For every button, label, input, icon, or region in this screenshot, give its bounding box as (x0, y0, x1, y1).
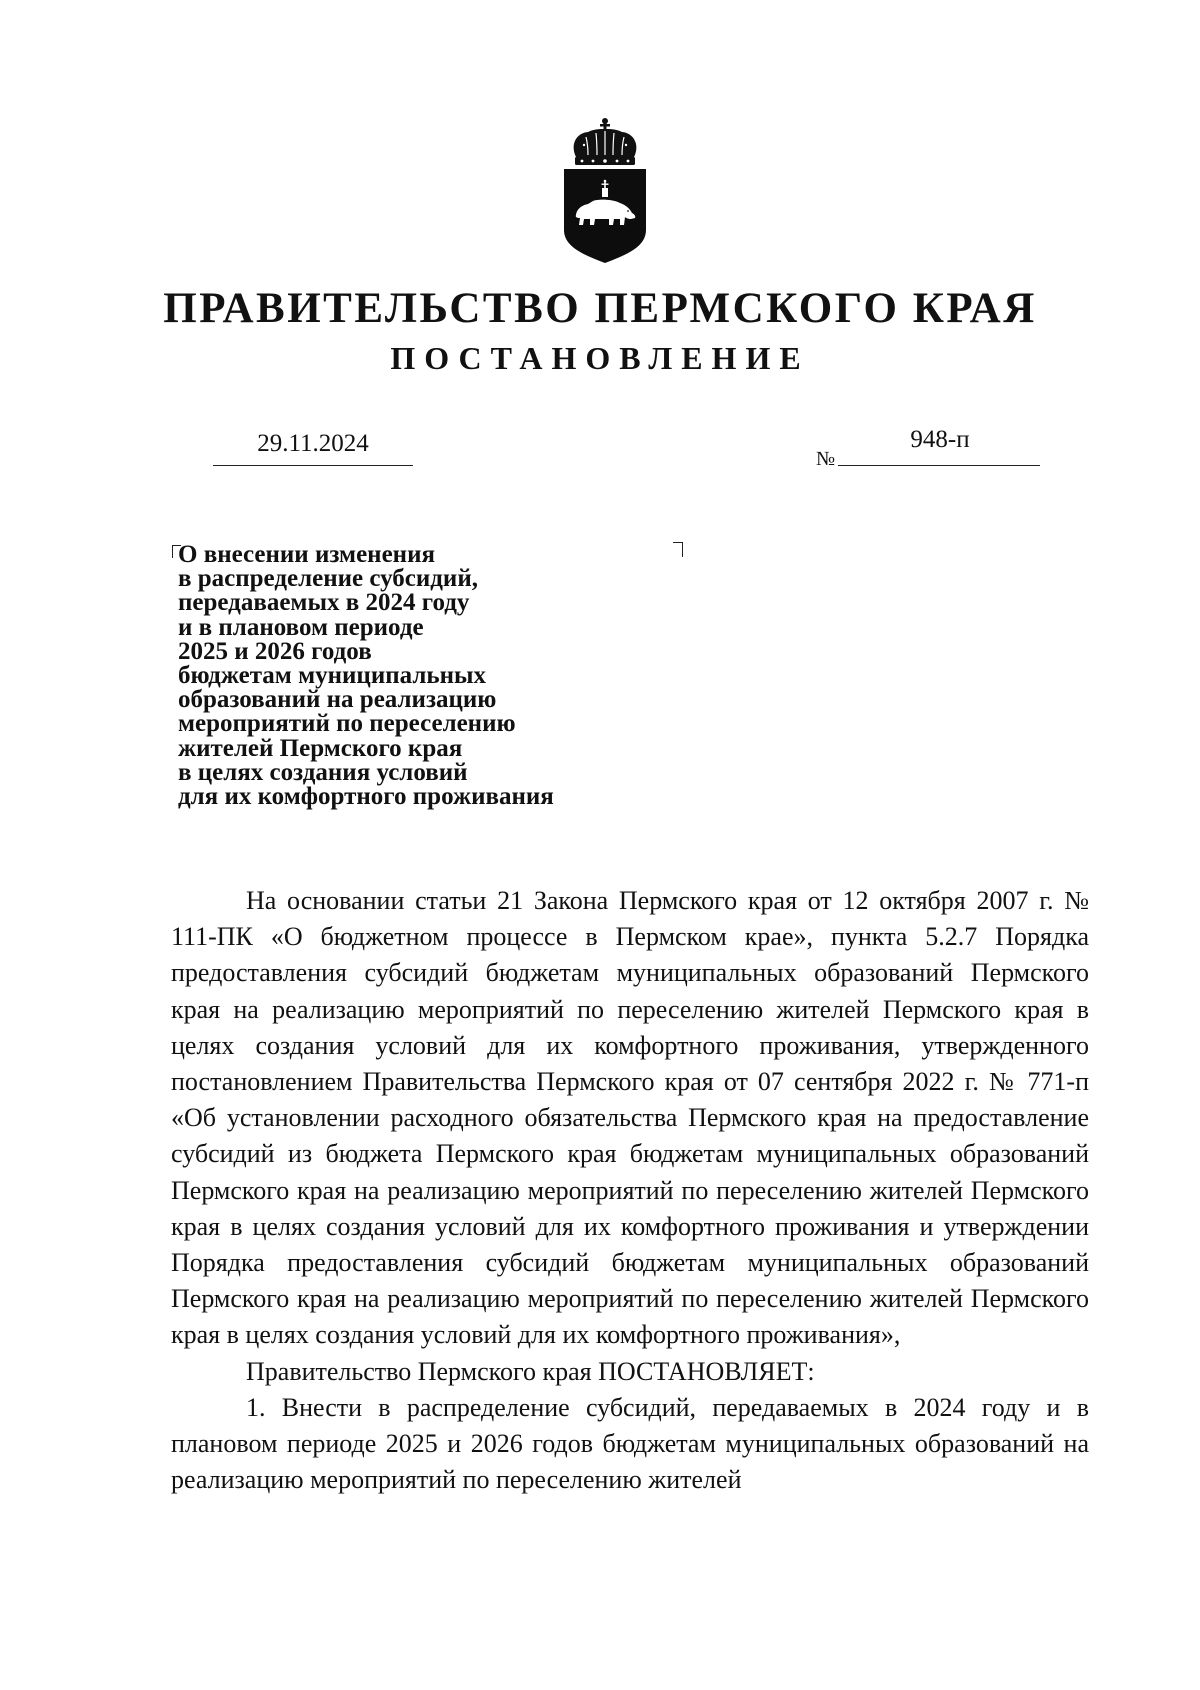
body-paragraph-preamble: На основании статьи 21 Закона Пермского края от 12 октября 2007 г. № 111-ПК «О бюджетном процессе в Пермском крае», пункта 5.2.7 Порядка предоставления субсидий бюджетам муниципальных образований Пермского края на реализацию мероприятий по переселению жителей Пермского края в целях создания условий для их комфортного проживания, утвержденного постановлением Правительства Пермского края от 07 сентября 2022 г. № 771-п «Об установлении расходного обязательства Пермского края на предоставление субсидий из бюджета Пермского края бюджетам муниципальных образований Пермского края на реализацию мероприятий по переселению жителей Пермского края в целях создания условий для их комфортного проживания и утверждении Порядка предоставления субсидий бюджетам муниципальных образований Пермского края на реализацию мероприятий по переселению жителей Пермского края в целях создания условий для их комфортного проживания», (171, 886, 1089, 1350)
subject-line: мероприятий по переселению (178, 710, 516, 738)
date-underline (213, 465, 413, 466)
subject-line: в целях создания условий (178, 758, 468, 786)
body-paragraph-resolves: Правительство Пермского края ПОСТАНОВЛЯЕТ: (246, 1356, 815, 1386)
number-underline (838, 465, 1040, 466)
subject-line: передаваемых в 2024 году (178, 589, 470, 617)
coat-of-arms-icon (562, 115, 648, 265)
document-date: 29.11.2024 (257, 430, 369, 457)
subject-line: образований на реализацию (178, 686, 497, 714)
subject-line: в распределение субсидий, (178, 565, 478, 593)
subject-line: жителей Пермского края (178, 734, 463, 762)
document-number: 948-п (910, 426, 970, 453)
document-body (171, 883, 1089, 1498)
document-subject (178, 543, 698, 809)
number-sign: № (816, 448, 836, 470)
government-title: ПРАВИТЕЛЬСТВО ПЕРМСКОГО КРАЯ (163, 285, 1037, 332)
subject-line: и в плановом периоде (178, 613, 424, 641)
subject-line: для их комфортного проживания (178, 783, 554, 811)
body-paragraph-item-1: 1. Внести в распределение субсидий, передаваемых в 2024 году и в плановом периоде 2025 и 2026 годов бюджетам муниципальных образований на реализацию мероприятий по переселению жителей (171, 1392, 1089, 1495)
subject-line: 2025 и 2026 годов (178, 637, 372, 665)
subject-line: бюджетам муниципальных (178, 662, 487, 690)
document-type: ПОСТАНОВЛЕНИЕ (390, 340, 810, 376)
subject-line: О внесении изменения (178, 541, 436, 568)
